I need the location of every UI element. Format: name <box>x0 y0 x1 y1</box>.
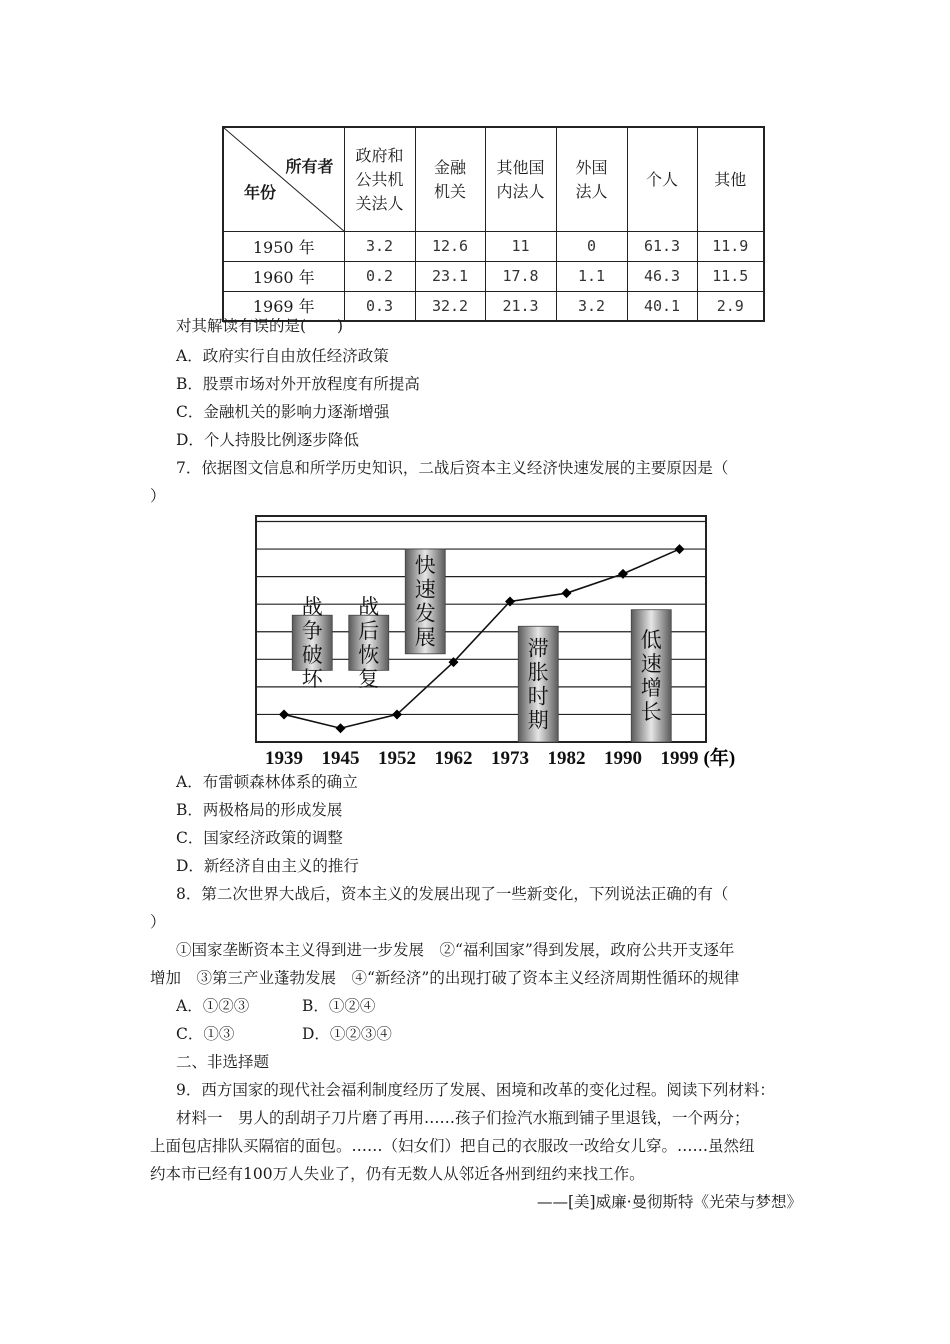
x-tick-label: 1982 <box>547 748 586 769</box>
corner-owner-label: 所有者 <box>285 157 334 176</box>
row-year-cell: 1960 年 <box>223 261 344 291</box>
q8-stem-close: ） <box>150 913 166 931</box>
table-cell: 1.1 <box>556 261 627 291</box>
column-header: 其他国 内法人 <box>485 127 556 231</box>
q6-option-a: A．政府实行自由放任经济政策 <box>176 347 389 365</box>
section-title: 二、非选择题 <box>176 1053 270 1071</box>
table-row <box>223 231 764 261</box>
x-tick-labels <box>265 748 699 769</box>
table-cell: 0.3 <box>344 291 415 321</box>
x-tick-label: 1939 <box>265 748 303 769</box>
q9-source: ——[美]威廉·曼彻斯特《光荣与梦想》 <box>536 1193 802 1211</box>
table-cell: 40.1 <box>627 291 697 321</box>
table-cell: 0 <box>556 231 627 261</box>
ownership-table <box>222 126 765 322</box>
table-cell: 11.9 <box>697 231 764 261</box>
q7-option-c: C．国家经济政策的调整 <box>176 829 343 847</box>
table-cell: 11.5 <box>697 261 764 291</box>
row-year-cell: 1969 年 <box>223 291 344 321</box>
table-cell: 17.8 <box>485 261 556 291</box>
q8-items-line1: ①国家垄断资本主义得到进一步发展 ②“福利国家”得到发展，政府公共开支逐年 <box>176 941 735 959</box>
table-cell: 12.6 <box>415 231 485 261</box>
corner-year-label: 年份 <box>244 183 277 202</box>
x-tick-label: 1973 <box>491 748 529 769</box>
q7-option-b: B．两极格局的形成发展 <box>176 801 343 819</box>
q8-option-d: D．①②③④ <box>302 1025 392 1043</box>
table-cell: 2.9 <box>697 291 764 321</box>
q8-items-line2: 增加 ③第三产业蓬勃发展 ④“新经济”的出现打破了资本主义经济周期性循环的规律 <box>150 969 740 987</box>
table-cell: 32.2 <box>415 291 485 321</box>
table-cell: 21.3 <box>485 291 556 321</box>
table-cell: 3.2 <box>344 231 415 261</box>
q9-material1-line3: 约本市已经有100万人失业了，仍有无数人从邻近各州到纽约来找工作。 <box>150 1165 645 1183</box>
q7-option-d: D．新经济自由主义的推行 <box>176 857 359 875</box>
phase-label-box <box>405 549 445 654</box>
q7-stem-close: ） <box>150 487 166 505</box>
column-header: 外国 法人 <box>556 127 627 231</box>
corner-diagonal <box>224 128 345 232</box>
table-cell: 3.2 <box>556 291 627 321</box>
table-row <box>223 261 764 291</box>
x-tick-label: 1990 <box>604 748 642 769</box>
table-cell: 61.3 <box>627 231 697 261</box>
x-tick-label: 1952 <box>378 748 416 769</box>
row-year-cell: 1950 年 <box>223 231 344 261</box>
table-cell: 23.1 <box>415 261 485 291</box>
table-cell: 11 <box>485 231 556 261</box>
column-header: 其他 <box>697 127 764 231</box>
q9-material1-line1: 材料一 男人的刮胡子刀片磨了再用……孩子们捡汽水瓶到铺子里退钱，一个两分； <box>176 1109 750 1127</box>
q8-stem: 8．第二次世界大战后，资本主义的发展出现了一些新变化，下列说法正确的有（ <box>176 885 729 903</box>
x-tick-label: 1999 <box>660 748 699 769</box>
phase-label: 战争破坏 <box>301 594 323 691</box>
q7-stem: 7．依据图文信息和所学历史知识，二战后资本主义经济快速发展的主要原因是（ <box>176 459 729 477</box>
q8-option-a: A．①②③ <box>176 997 250 1015</box>
table-cell: 0.2 <box>344 261 415 291</box>
x-unit-label: (年) <box>703 748 736 769</box>
column-header: 金融 机关 <box>415 127 485 231</box>
table-corner-cell <box>223 127 344 231</box>
q6-option-d: D．个人持股比例逐步降低 <box>176 431 359 449</box>
phase-label: 快速发展 <box>414 553 436 650</box>
table-cell: 46.3 <box>627 261 697 291</box>
q6-option-c: C．金融机关的影响力逐渐增强 <box>176 403 390 421</box>
q6-stem: 对其解读有误的是( ) <box>176 317 344 335</box>
q8-option-b: B．①②④ <box>302 997 376 1015</box>
phase-label: 战后恢复 <box>358 594 380 691</box>
phase-label: 滞胀时期 <box>527 636 549 733</box>
q8-option-c: C．①③ <box>176 1025 235 1043</box>
q9-material1-line2: 上面包店排队买隔宿的面包。……（妇女们）把自己的衣服改一改给女儿穿。……虽然纽 <box>150 1137 755 1155</box>
phase-label-box <box>631 610 671 742</box>
x-tick-label: 1945 <box>321 748 360 769</box>
table-header-row <box>223 127 764 231</box>
phase-label: 低速增长 <box>640 628 662 725</box>
phase-label-box <box>518 626 558 742</box>
column-header: 政府和 公共机 关法人 <box>344 127 415 231</box>
growth-chart <box>250 512 740 770</box>
x-tick-label: 1962 <box>434 748 473 769</box>
q6-option-b: B．股票市场对外开放程度有所提高 <box>176 375 420 393</box>
q7-option-a: A．布雷顿森林体系的确立 <box>176 773 358 791</box>
column-header: 个人 <box>627 127 697 231</box>
q9-stem: 9．西方国家的现代社会福利制度经历了发展、困境和改革的变化过程。阅读下列材料： <box>176 1081 775 1099</box>
